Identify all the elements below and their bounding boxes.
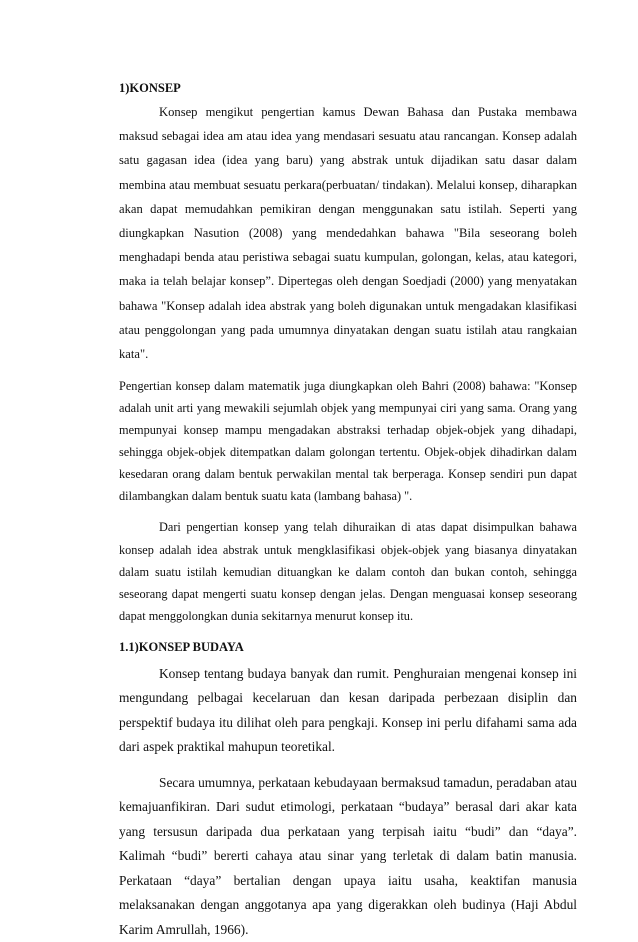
section-heading-konsep-budaya: 1.1)KONSEP BUDAYA <box>119 639 244 654</box>
document-page <box>119 80 577 942</box>
section-heading-konsep: 1)KONSEP <box>119 81 181 95</box>
paragraph-konsep-kesimpulan: Dari pengertian konsep yang telah dihuraikan di atas dapat disimpulkan bahawa konsep adalah idea abstrak untuk mengklasifikasi objek-objek yang biasanya dinyatakan dalam suatu istilah kemudian dituangkan ke dalam contoh dan bukan contoh, sehingga seseorang dapat mengerti suatu konsep dengan jelas. Dengan menguasai konsep seseorang dapat menggolongkan dunia sekitarnya menurut konsep itu. <box>119 520 577 624</box>
paragraph-budaya-etimologi: Secara umumnya, perkataan kebudayaan bermaksud tamadun, peradaban atau kemajuanfikiran. Dari sudut etimologi, perkataan “budaya” berasal dari akar kata yang tersusun daripada dua perkataan yang terpisah iaitu “budi” dan “daya”. Kalimah “budi” bererti cahaya atau sinar yang terletak di dalam batin manusia. Perkataan “daya” bertalian dengan upaya iaitu usaha, keaktifan manusia melaksanakan dengan anggotanya apa yang digerakkan oleh budinya (Haji Abdul Karim Amrullah, 1966). <box>119 774 577 937</box>
paragraph-konsep-matematik: Pengertian konsep dalam matematik juga diungkapkan oleh Bahri (2008) bahawa: "Konsep adalah unit arti yang mewakili sejumlah objek yang mempunyai ciri yang sama. Orang yang mempunyai konsep mampu mengadakan abstraksi terhadap objek-objek yang dihadapi, sehingga objek-objek ditempatkan dalam golongan tertentu. Objek-objek dihadirkan dalam kesedaran orang dalam bentuk perwakilan mental tak berperaga. Konsep sendiri pun dapat dilambangkan dalam bentuk suatu kata (lambang bahasa) ". <box>119 379 577 504</box>
paragraph-konsep-definition: Konsep mengikut pengertian kamus Dewan Bahasa dan Pustaka membawa maksud sebagai idea am atau idea yang mendasari sesuatu atau rancangan. Konsep adalah satu gagasan idea (idea yang baru) yang abstrak untuk dijadikan satu dasar dalam membina atau membuat sesuatu perkara(perbuatan/ tindakan). Melalui konsep, diharapkan akan dapat memudahkan pemikiran dengan menggunakan satu istilah. Seperti yang diungkapkan Nasution (2008) yang mendedahkan bahawa "Bila seseorang boleh menghadapi benda atau peristiwa sebagai suatu kumpulan, golongan, kelas, atau kategori, maka ia telah belajar konsep”. Dipertegas oleh dengan Soedjadi (2000) yang menyatakan bahawa "Konsep adalah idea abstrak yang boleh digunakan untuk mengadakan klasifikasi atau penggolongan yang pada umumnya dinyatakan dengan suatu istilah atau rangkaian kata". <box>119 105 577 362</box>
paragraph-budaya-intro: Konsep tentang budaya banyak dan rumit. Penghuraian mengenai konsep ini mengundang pelbagai kecelaruan dan kesan daripada perbezaan disiplin dan perspektif budaya itu dilihat oleh para pengkaji. Konsep ini perlu difahami sama ada dari aspek praktikal mahupun teoretikal. <box>119 665 577 755</box>
